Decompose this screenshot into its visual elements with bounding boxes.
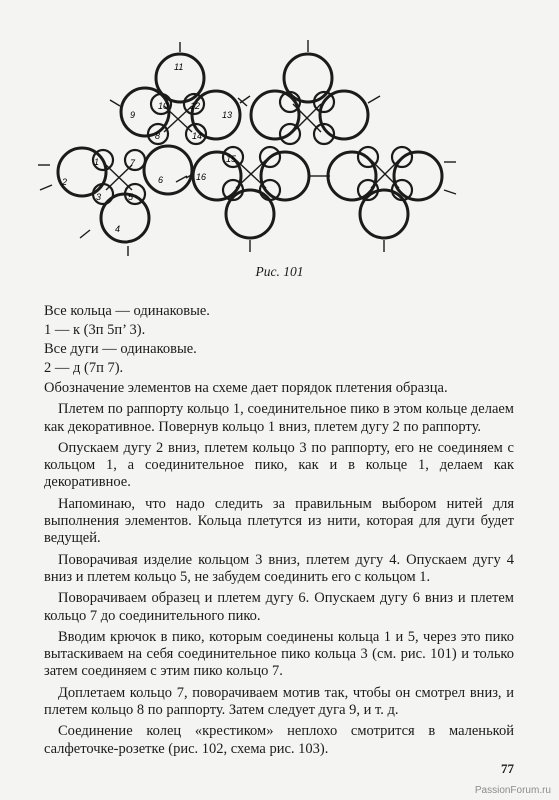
label-15: 15 — [226, 154, 237, 164]
body-text — [44, 380, 514, 762]
paragraph-2: Плетем по раппорту кольцо 1, соединительное пико в этом кольце делаем как декоративное. Повернув кольцо 1 вниз, плетем дугу 2 по раппорту. — [44, 401, 514, 435]
spec-line-2: 1 — к (3п 5п’ 3). — [44, 322, 146, 338]
spec-block — [44, 302, 210, 378]
label-6: 6 — [158, 175, 164, 185]
paragraph-7: Вводим крючок в пико, которым соединены кольца 1 и 5, через это пико вытаскиваем на себя соединительное пико кольца 3 (см. рис. 101) и только затем соединяем с этим пико кольцо 7. — [44, 628, 514, 680]
label-1: 1 — [94, 157, 100, 167]
paragraph-8: Доплетаем кольцо 7, поворачиваем мотив так, чтобы он смотрел вниз, и плетем кольцо 8 по раппорту. Затем следует дуга 9, и т. д. — [44, 684, 514, 719]
paragraph-9: Соединение колец «крестиком» неплохо смотрится в маленькой салфеточке-розетке (рис. 102, схема рис. 103). — [44, 723, 514, 757]
spec-line-3: Все дуги — одинаковые. — [44, 341, 197, 357]
watermark: PassionForum.ru — [474, 785, 551, 796]
paragraph-4: Напоминаю, что надо следить за правильным выбором нитей для выполнения элементов. Кольца плетутся из нити, которая для дуги будет ведущей. — [44, 495, 514, 547]
label-14: 14 — [192, 131, 203, 141]
diagram-labels — [0, 0, 559, 262]
label-2: 2 — [62, 177, 68, 187]
label-3: 3 — [96, 192, 102, 202]
spec-line-1: Все кольца — одинаковые. — [44, 303, 210, 319]
label-9: 9 — [130, 110, 136, 120]
label-5: 5 — [128, 192, 134, 202]
label-10: 10 — [158, 101, 169, 111]
paragraph-3: Опускаем дугу 2 вниз, плетем кольцо 3 по раппорту, его не соединяем с кольцом 1, а соединительное пико, как и в кольце 1, делаем как декоративное. — [44, 439, 514, 491]
label-4: 4 — [115, 224, 121, 234]
paragraph-1: Обозначение элементов на схеме дает порядок плетения образца. — [44, 380, 448, 396]
label-8: 8 — [155, 131, 161, 141]
page-number: 77 — [501, 761, 514, 776]
label-11: 11 — [174, 62, 184, 72]
paragraph-5: Поворачивая изделие кольцом 3 вниз, плетем дугу 4. Опускаем дугу 4 вниз и плетем кольцо 5, не забудем соединить его с кольцом 1. — [44, 551, 514, 585]
label-16: 16 — [196, 172, 207, 182]
label-7: 7 — [130, 158, 136, 168]
paragraph-6: Поворачиваем образец и плетем дугу 6. Опускаем дугу 6 вниз и плетем кольцо 7 до соединительного пико. — [44, 590, 514, 624]
label-13: 13 — [222, 110, 233, 120]
spec-line-4: 2 — д (7п 7). — [44, 360, 124, 376]
label-12: 12 — [190, 101, 201, 111]
figure-caption: Рис. 101 — [255, 264, 304, 279]
